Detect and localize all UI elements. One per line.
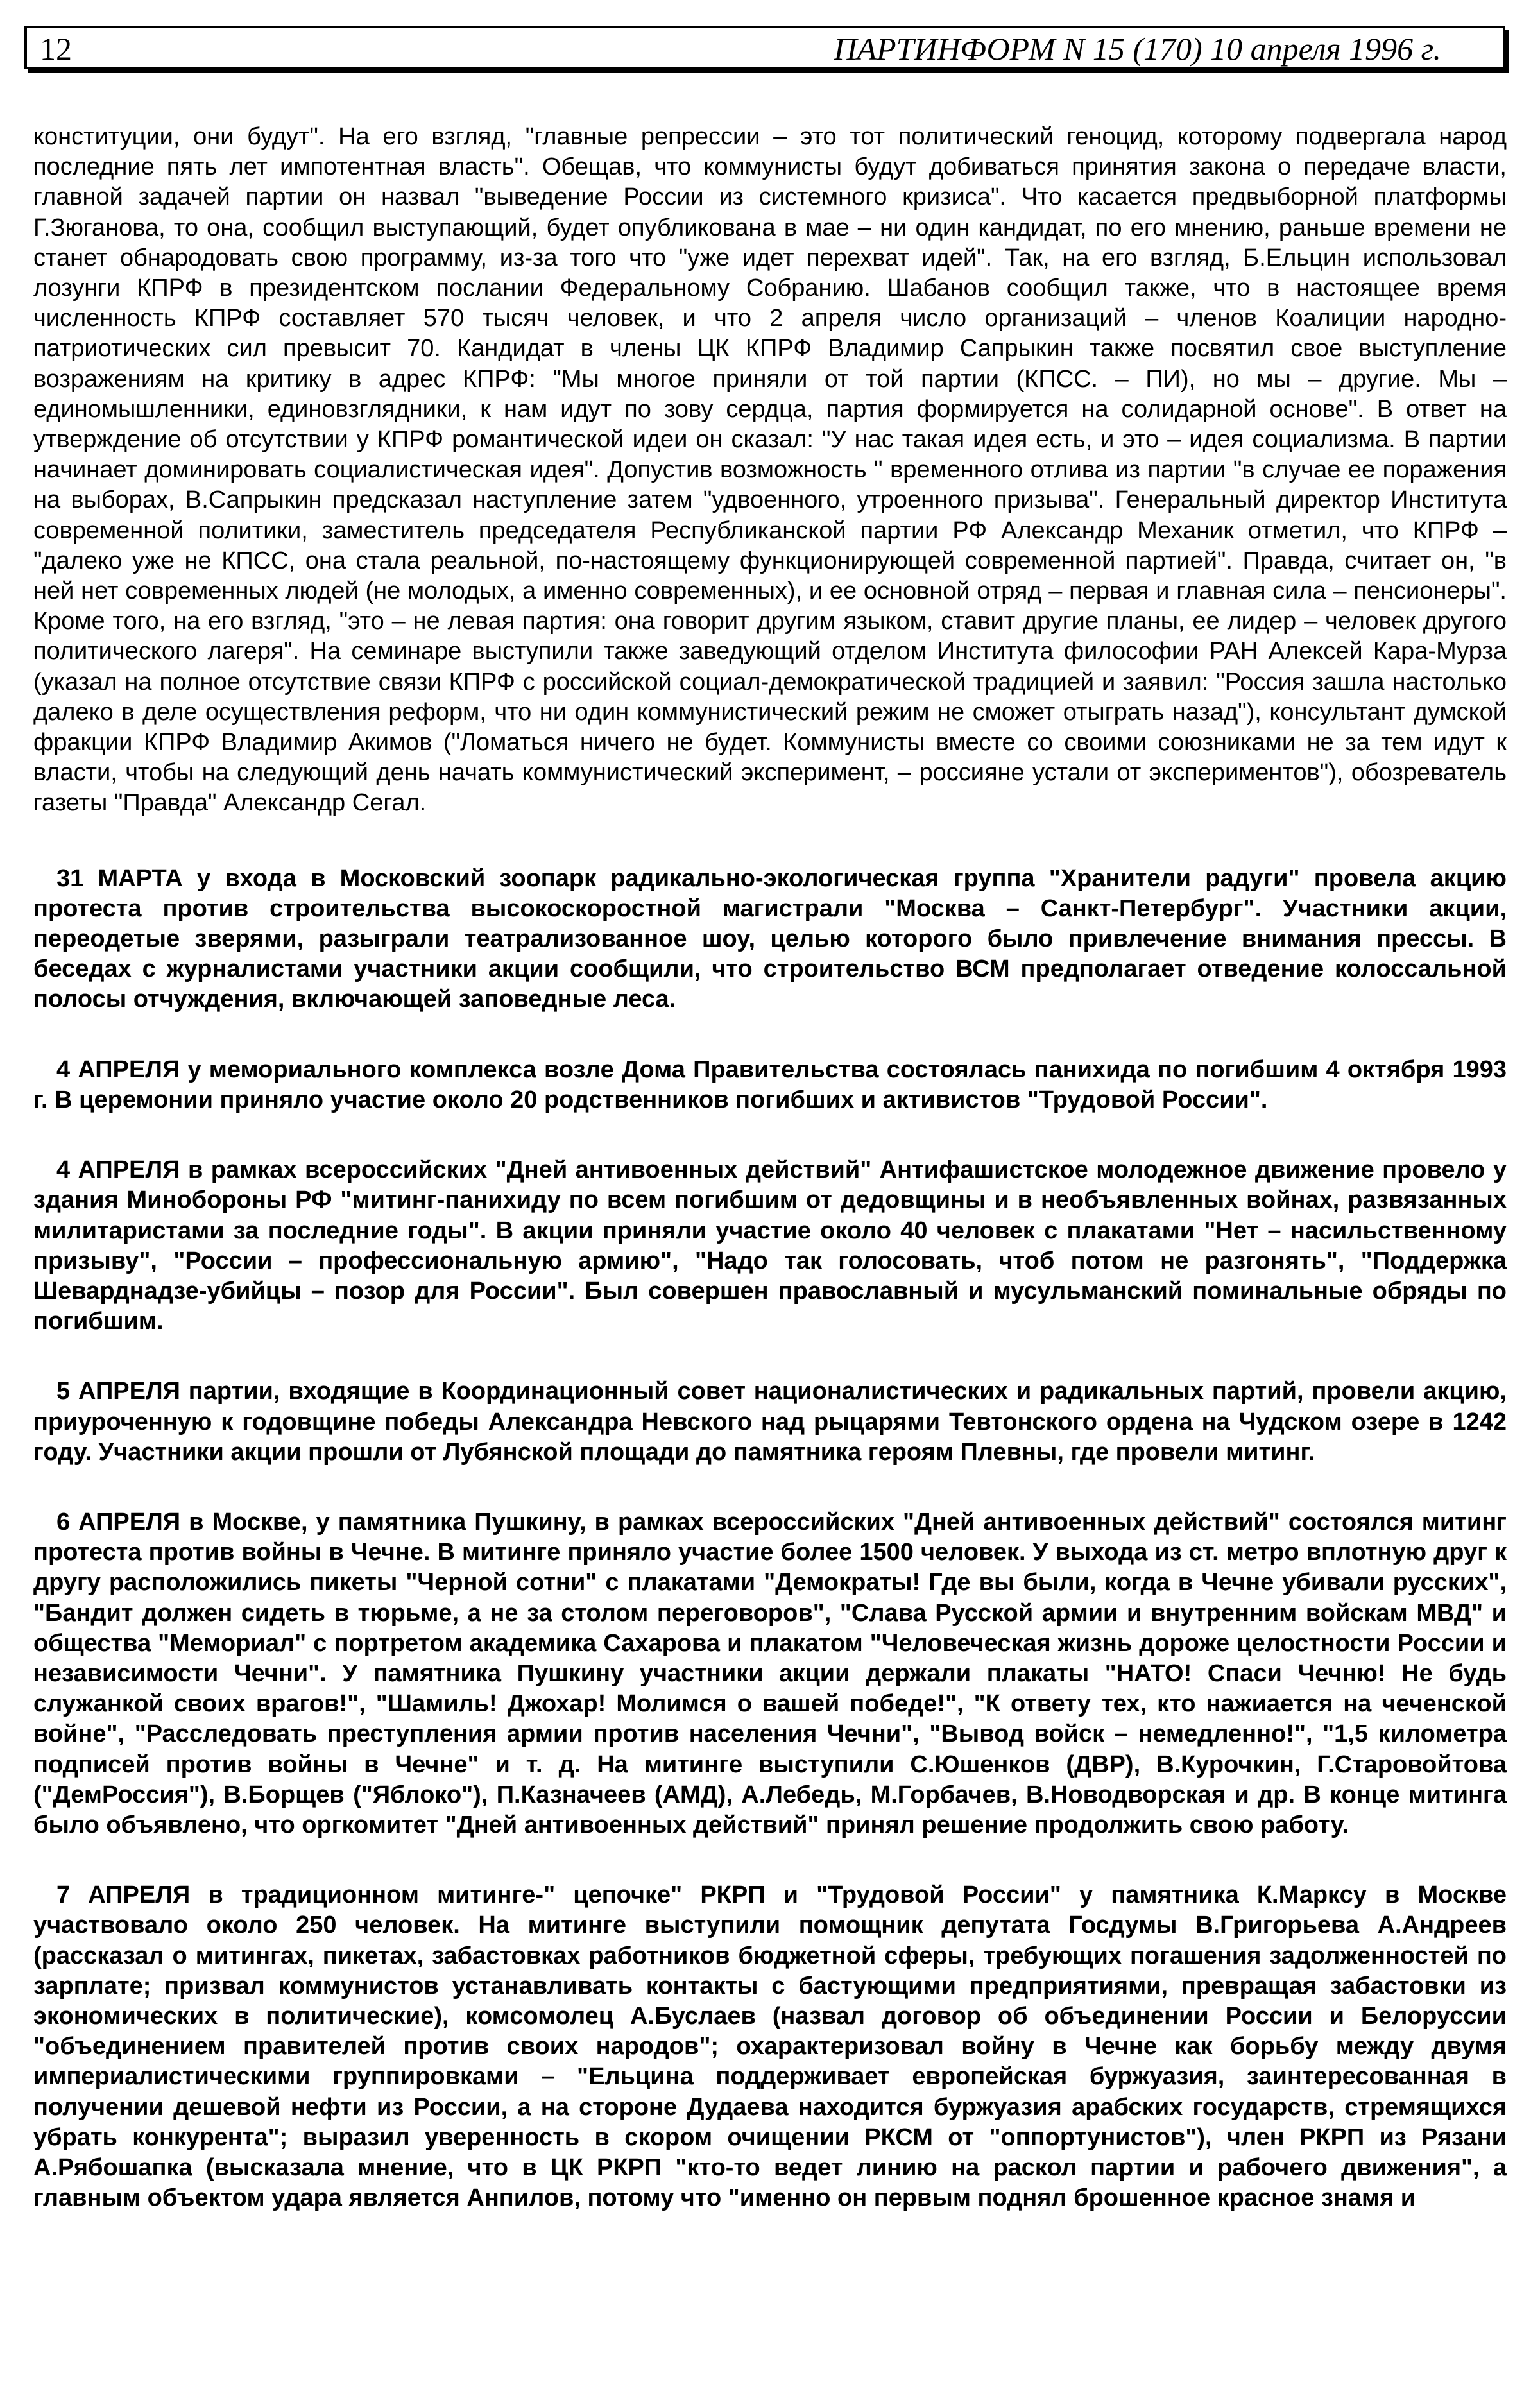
page-header (24, 26, 1505, 69)
news-item-apr-7: 7 АПРЕЛЯ в традиционном митинге-" цепочке" РКРП и "Трудовой России" у памятника К.Марксу в Москве участвовало около 250 человек. На митинге выступили помощник депутата Госдумы В.Григорьева А.Андреев (рассказал о митингах, пикетах, забастовках работников бюджетной сферы, требующих погашения задолженностей по зарплате; призвал коммунистов устанавливать контакты с бастующими предприятиями, превращая забастовки из экономических в политические), комсомолец А.Буслаев (назвал договор об объединении России и Белоруссии "объединением правителей против своих народов"; охарактеризовал войну в Чечне как борьбу между двумя империалистическими группировками – "Ельцина поддерживает европейская буржуазия, заинтересованная в получении дешевой нефти из России, а на стороне Дудаева находится буржуазия арабских государств, стремящихся убрать конкурента"; выразил уверенность в скором очищении РКСМ от "оппортунистов"), член РКРП из Рязани А.Рябошапка (высказала мнение, что в ЦК РКРП "кто-то ведет линию на раскол партии и рабочего движения", а главным объектом удара является Анпилов, потому что "именно он первым поднял брошенное красное знамя и (33, 1881, 1507, 2212)
news-item-apr-4-antiwar: 4 АПРЕЛЯ в рамках всероссийских "Дней антивоенных действий" Антифашистское молодежное движение провело у здания Минобороны РФ "митинг-панихиду по всем погибшим от дедовщины и в необъявленных войнах, развязанных милитаристами за последние годы". В акции приняли участие около 40 человек с плакатами "Нет – насильственному призыву", "России – профессиональную армию", "Надо так голосовать, чтоб потом не разгонять", "Поддержка Шеварднадзе-убийцы – позор для России". Был совершен православный и мусульманский поминальные обряды по погибшим. (33, 1156, 1507, 1335)
news-item-mar-31: 31 МАРТА у входа в Московский зоопарк радикально-экологическая группа "Хранители радуги" провела акцию протеста против строительства высокоскоростной магистрали "Москва – Санкт-Петербург". Участники акции, переодетые зверями, разыграли театрализованное шоу, целью которого было привлечение внимания прессы. В беседах с журналистами участники акции сообщили, что строительство ВСМ предполагает отведение колоссальной полосы отчуждения, включающей заповедные леса. (33, 864, 1507, 1013)
page-number: 12 (40, 31, 72, 67)
article-body (33, 122, 1507, 2213)
news-item-apr-4-memorial: 4 АПРЕЛЯ у мемориального комплекса возле Дома Правительства состоялась панихида по погибшим 4 октября 1993 г. В церемонии приняло участие около 20 родственников погибших и активистов "Трудовой России". (33, 1056, 1507, 1113)
news-item-apr-6: 6 АПРЕЛЯ в Москве, у памятника Пушкину, в рамках всероссийских "Дней антивоенных действий" состоялся митинг протеста против войны в Чечне. В митинге приняло участие более 1500 человек. У выхода из ст. метро вплотную друг к другу расположились пикеты "Черной сотни" с плакатами "Демократы! Где вы были, когда в Чечне убивали русских", "Бандит должен сидеть в тюрьме, а не за столом переговоров", "Слава Русской армии и внутренним войскам МВД" и общества "Мемориал" с портретом академика Сахарова и плакатом "Человеческая жизнь дороже целостности России и независимости Чечни". У памятника Пушкину участники акции держали плакаты "НАТО! Спаси Чечню! Не будь служанкой своих врагов!", "Шамиль! Джохар! Молимся о вашей победе!", "К ответу тех, кто нажиается на чеченской войне", "Расследовать преступления армии против населения Чечни", "Вывод войск – немедленно!", "1,5 километра подписей против войны в Чечне" и т. д. На митинге выступили С.Юшенков (ДВР), В.Курочкин, Г.Старовойтова ("ДемРоссия"), В.Борщев ("Яблоко"), П.Казначеев (АМД), А.Лебедь, М.Горбачев, В.Новодворская и др. В конце митинга было объявлено, что оргкомитет "Дней антивоенных действий" принял решение продолжить свою работу. (33, 1508, 1507, 1838)
news-item-apr-5: 5 АПРЕЛЯ партии, входящие в Координационный совет националистических и радикальных партий, провели акцию, приуроченную к годовщине победы Александра Невского над рыцарями Тевтонского ордена на Чудском озере в 1242 году. Участники акции прошли от Лубянской площади до памятника героям Плевны, где провели митинг. (33, 1378, 1507, 1466)
intro-paragraph: конституции, они будут". На его взгляд, "главные репрессии – это тот политический геноцид, которому подвергала народ последние пять лет импотентная власть". Обещав, что коммунисты будут добиваться принятия закона о передаче власти, главной задачей партии он назвал "выведение России из системного кризиса". Что касается предвыборной платформы Г.Зюганова, то она, сообщил выступающий, будет опубликована в мае – ни один кандидат, по его мнению, раньше времени не станет обнародовать свою программу, из-за того что "уже идет перехват идей". Так, на его взгляд, Б.Ельцин использовал лозунги КПРФ в президентском послании Федеральному Собранию. Шабанов сообщил также, что в настоящее время численность КПРФ составляет 570 тысяч человек, и что 2 апреля число организаций – членов Коалиции народно-патриотических сил превысит 70. Кандидат в члены ЦК КПРФ Владимир Сапрыкин также посвятил свое выступление возражениям на критику в адрес КПРФ: "Мы многое приняли от той партии (КПСС. – ПИ), но мы – другие. Мы – единомышленники, единовзглядники, к нам идут по зову сердца, партия формируется на солидарной основе". В ответ на утверждение об отсутствии у КПРФ романтической идеи он сказал: "У нас такая идея есть, и это – идея социализма. В партии начинает доминировать социалистическая идея". Допустив возможность " временного отлива из партии "в случае ее поражения на выборах, В.Сапрыкин предсказал наступление затем "удвоенного, утроенного призыва". Генеральный директор Института современной политики, заместитель председателя Республиканской партии РФ Александр Механик отметил, что КПРФ – "далеко уже не КПСС, она стала реальной, по-настоящему функционирующей современной партией". Правда, считает он, "в ней нет современных людей (не молодых, а именно современных), и ее основной отряд – первая и главная сила – пенсионеры". Кроме того, на его взгляд, "это – не левая партия: она говорит другим языком, ставит другие планы, ее лидер – человек другого политического лагеря". На семинаре выступили также заведующий отделом Института философии РАН Алексей Кара-Мурза (указал на полное отсутствие связи КПРФ с российской социал-демократической традицией и заявил: "Россия зашла настолько далеко в деле осуществления реформ, что ни один коммунистический режим не сможет отыграть назад"), консультант думской фракции КПРФ Владимир Акимов ("Ломаться ничего не будет. Коммунисты вместе со своими союзниками не за тем идут к власти, чтобы на следующий день начать коммунистический эксперимент, – россияне устали от экспериментов"), обозреватель газеты "Правда" Александр Сегал. (33, 123, 1507, 817)
issue-title: ПАРТИНФОРМ N 15 (170) 10 апреля 1996 г. (834, 31, 1441, 67)
